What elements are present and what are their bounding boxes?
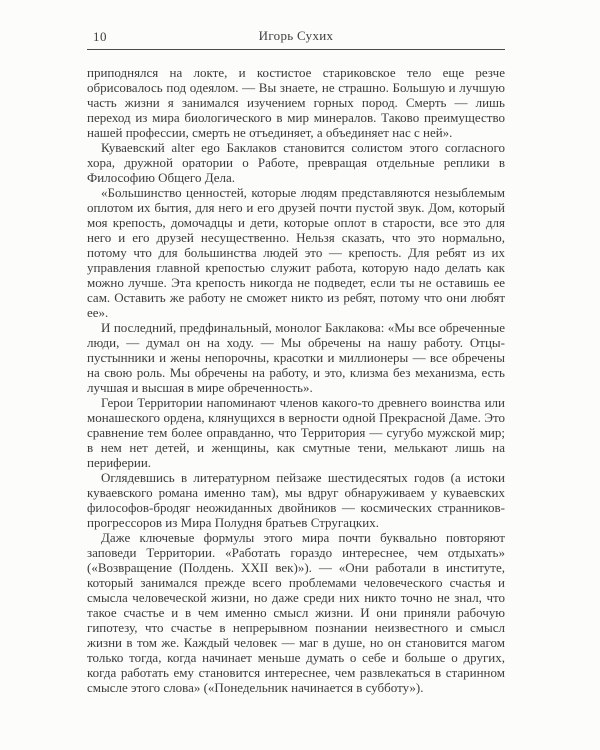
- paragraph: Оглядевшись в литературном пейзаже шестидесятых годов (а истоки куваевского романа именно там), мы вдруг обнаруживаем у куваевских философов-бродяг неожиданных двойников — космических странников-прогрессоров из Мира Полудня братьев Стругацких.: [87, 470, 505, 530]
- paragraph: Куваевский alter ego Баклаков становится солистом этого согласного хора, дружной оратории о Работе, превращая отдельные реплики в Философию Общего Дела.: [87, 140, 505, 185]
- paragraph: приподнялся на локте, и костистое стариковское тело еще резче обрисовалось под одеялом. — Вы знаете, не страшно. Большую и лучшую часть жизни я занимался изучением горных пород. Смерть — лишь переход из мира биологического в мир минералов. Таково преимущество нашей профессии, смерть не отъединяет, а объединяет нас с ней».: [87, 65, 505, 140]
- running-header: [87, 28, 505, 45]
- paragraph: Герои Территории напоминают членов какого-то древнего воинства или монашеского ордена, клянущихся в верности одной Прекрасной Даме. Это сравнение тем более оправданно, что Территория — сугубо мужской мир; в нем нет детей, и женщины, как смутные тени, мелькают лишь на периферии.: [87, 395, 505, 470]
- page-number: 10: [93, 29, 107, 44]
- header-rule: [87, 49, 505, 50]
- text-column: [87, 28, 505, 695]
- running-title: Игорь Сухих: [258, 28, 334, 43]
- page-body: [87, 65, 505, 695]
- paragraph: Даже ключевые формулы этого мира почти буквально повторяют заповеди Территории. «Работать гораздо интереснее, чем отдыхать» («Возвращение (Полдень. XXII век)»). — «Они работали в институте, который занимался прежде всего проблемами человеческого счастья и смысла человеческой жизни, но даже среди них никто точно не знал, что такое счастье и в чем именно смысл жизни. И они приняли рабочую гипотезу, что счастье в непрерывном познании неизвестного и смысл жизни в том же. Каждый человек — маг в душе, но он становится магом только тогда, когда начинает меньше думать о себе и больше о других, когда работать ему становится интереснее, чем развлекаться в старинном смысле этого слова» («Понедельник начинается в субботу»).: [87, 530, 505, 695]
- paragraph: «Большинство ценностей, которые людям представляются незыблемым оплотом их бытия, для него и его друзей почти пустой звук. Дом, который моя крепость, домочадцы и дети, которые оплот в старости, все это для него и его друзей несущественно. Нельзя сказать, что это нормально, потому что для большинства людей это — крепость. Для ребят из их управления главной крепостью служит работа, которую надо делать как можно лучше. Эта крепость никогда не подведет, если ты не оставишь ее сам. Оставить же работу не сможет никто из ребят, потому что они любят ее».: [87, 185, 505, 320]
- paragraph: И последний, предфинальный, монолог Баклакова: «Мы все обреченные люди, — думал он на ходу. — Мы обречены на нашу работу. Отцы-пустынники и жены непорочны, красотки и миллионеры — все обречены на свою роль. Мы обречены на работу, и это, клизма без механизма, есть лучшая и высшая в мире обреченность».: [87, 320, 505, 395]
